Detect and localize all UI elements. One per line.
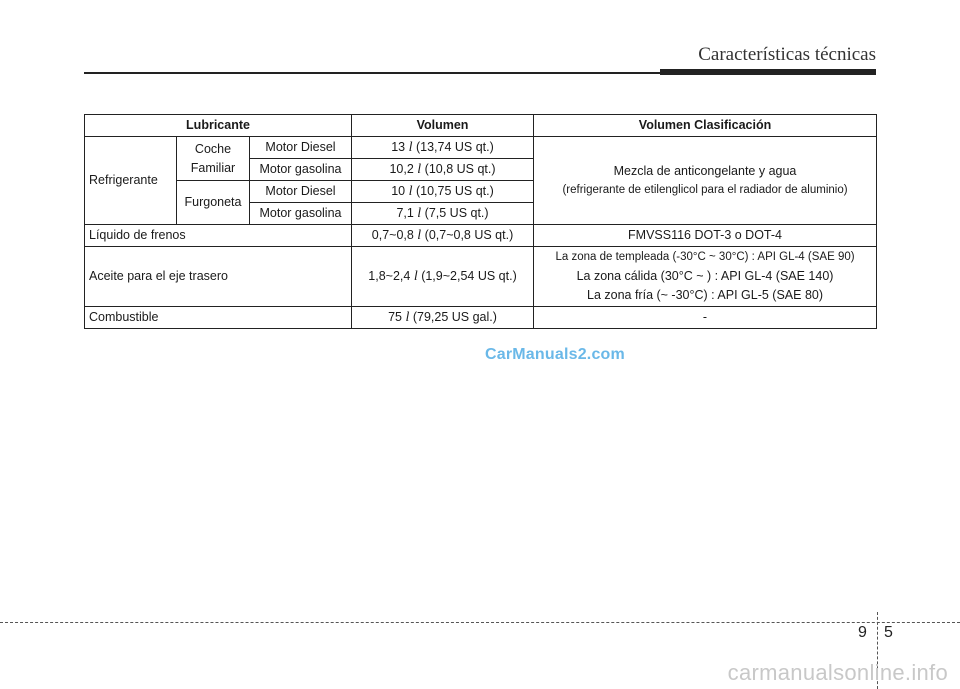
page-header-title: Características técnicas (698, 44, 876, 65)
table-row (85, 137, 877, 159)
table-row (85, 247, 877, 307)
volume-cell: 75 l (79,25 US gal.) (352, 307, 534, 329)
engine-cell: Motor gasolina (250, 159, 352, 181)
volume-cell: 10,2 l (10,8 US qt.) (352, 159, 534, 181)
header-clasificacion: Volumen Clasificación (534, 115, 877, 137)
combustible-label: Combustible (85, 307, 352, 329)
lubricant-spec-table (84, 114, 877, 329)
chapter-number: 9 (858, 624, 867, 641)
page-number: 5 (884, 624, 893, 641)
frenos-label: Líquido de frenos (85, 225, 352, 247)
coche-familiar-label: Coche Familiar (177, 137, 250, 181)
frenos-classification: FMVSS116 DOT-3 o DOT-4 (534, 225, 877, 247)
header-rule-thin (84, 72, 660, 74)
aceite-classification: La zona de templeada (-30°C ~ 30°C) : API GL-4 (SAE 90) La zona cálida (30°C ~ ) : API GL-4 (SAE 140) La zona fría (~ -30°C) : API GL-5 (SAE 80) (534, 247, 877, 307)
refrigerante-classification: Mezcla de anticongelante y agua (refrigerante de etilenglicol para el radiador de aluminio) (534, 137, 877, 225)
header-rule-thick (660, 69, 876, 75)
volume-cell: 7,1 l (7,5 US qt.) (352, 203, 534, 225)
footer-dashed-rule (0, 622, 960, 623)
combustible-classification: - (534, 307, 877, 329)
furgoneta-label: Furgoneta (177, 181, 250, 225)
header-volumen: Volumen (352, 115, 534, 137)
volume-cell: 13 l (13,74 US qt.) (352, 137, 534, 159)
engine-cell: Motor Diesel (250, 137, 352, 159)
engine-cell: Motor Diesel (250, 181, 352, 203)
table-row (85, 225, 877, 247)
volume-cell: 0,7~0,8 l (0,7~0,8 US qt.) (352, 225, 534, 247)
volume-cell: 10 l (10,75 US qt.) (352, 181, 534, 203)
aceite-label: Aceite para el eje trasero (85, 247, 352, 307)
engine-cell: Motor gasolina (250, 203, 352, 225)
refrigerante-label: Refrigerante (85, 137, 177, 225)
volume-cell: 1,8~2,4 l (1,9~2,54 US qt.) (352, 247, 534, 307)
header-lubricante: Lubricante (85, 115, 352, 137)
table-row (85, 307, 877, 329)
watermark-carmanualsonline: carmanualsonline.info (727, 660, 948, 685)
table-header-row (85, 115, 877, 137)
watermark-carmanuals2: CarManuals2.com (485, 346, 625, 363)
